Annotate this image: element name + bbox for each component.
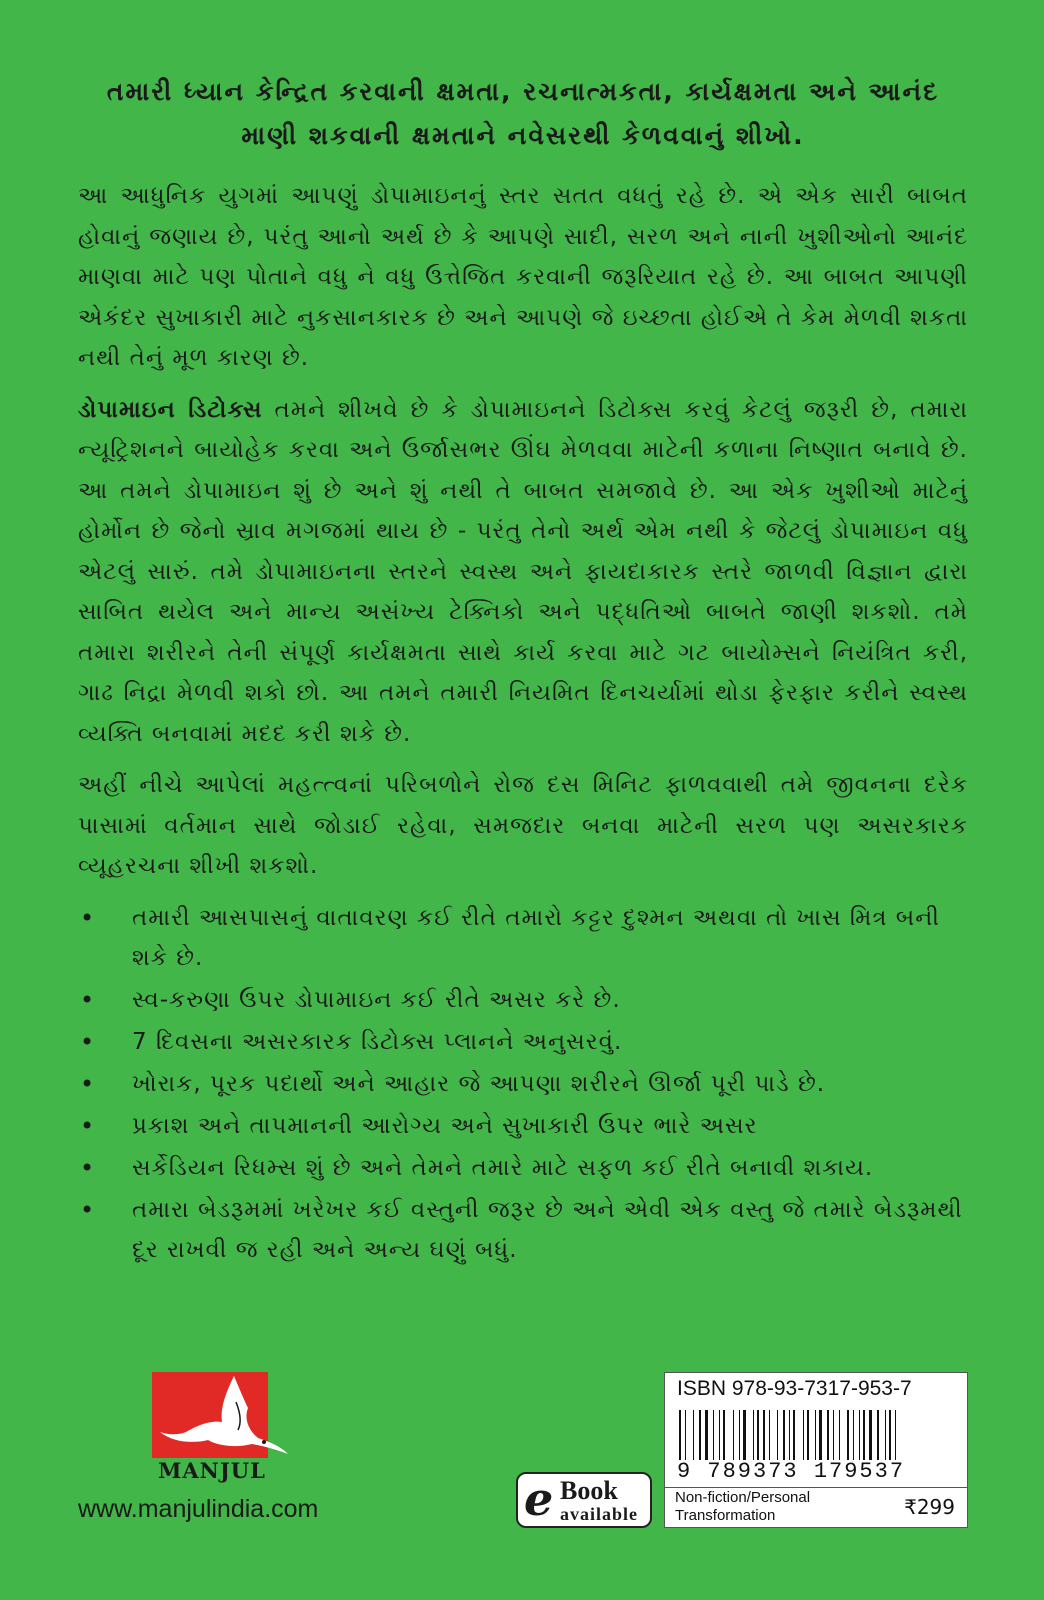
book-price: ₹299 xyxy=(904,1495,955,1519)
topic-list-item xyxy=(78,1064,968,1104)
headline-line-1: તમારી ધ્યાન કેન્દ્રિત કરવાની ક્ષમતા, રચનાત્મકતા, કાર્યક્ષમતા અને આનંદ xyxy=(106,77,940,106)
topic-list-item xyxy=(78,1106,968,1146)
topic-text: સ્વ-કરુણા ઉપર ડોપામાઇન કઈ રીતે અસર કરે છે. xyxy=(132,986,621,1013)
topic-text: તમારી આસપાસનું વાતાવરણ કઈ રીતે તમારો કટ્ટર દુશ્મન અથવા તો ખાસ મિત્ર બની શકે છે. xyxy=(132,904,940,971)
topic-list-item xyxy=(78,1148,968,1188)
topic-list-item xyxy=(78,1022,968,1062)
publisher-name: MANJUL xyxy=(158,1458,266,1483)
topic-list-item xyxy=(78,898,968,978)
publisher-logo xyxy=(152,1372,297,1483)
topic-list-item xyxy=(78,1190,968,1270)
topic-text: પ્રકાશ અને તાપમાનની આરોગ્ય અને સુખાકારી ઉપર ભારે અસર xyxy=(132,1112,758,1139)
isbn-divider xyxy=(665,1487,967,1488)
topic-list-item xyxy=(78,980,968,1020)
publisher-website-link[interactable]: www.manjulindia.com xyxy=(78,1495,319,1523)
bullet-icon: • xyxy=(80,1111,96,1140)
headline-line-2: માણી શકવાની ક્ષમતાને નવેસરથી કેળવવાનું શીખો. xyxy=(241,121,805,150)
isbn-number: ISBN 978-93-7317-953-7 xyxy=(677,1377,912,1400)
bullet-icon: • xyxy=(80,985,96,1014)
intro-paragraph: આ આધુનિક યુગમાં આપણું ડોપામાઇનનું સ્તર સતત વધતું રહે છે. એ એક સારી બાબત હોવાનું જણાય છે, પરંતુ આનો અર્થ છે કે આપણે સાદી, સરળ અને નાની ખુશીઓનો આનંદ માણવા માટે પણ પોતાને વધુ ને વધુ ઉત્તેજિત કરવાની જરૂરિયાત રહે છે. આ બાબત આપણી એકંદર સુખાકારી માટે નુકસાનકારક છે અને આપણે જે ઇચ્છતા હોઈએ તે કેમ મેળવી શકતા નથી તેનું મૂળ કારણ છે. xyxy=(78,183,968,371)
barcode-icon xyxy=(679,1410,955,1460)
topic-text: સર્કેડિયન રિધમ્સ શું છે અને તેમને તમારે માટે સફળ કઈ રીતે બનાવી શકાય. xyxy=(132,1154,874,1181)
bullet-icon: • xyxy=(80,1069,96,1098)
description-text: તમને શીખવે છે કે ડોપામાઇનને ડિટોક્સ કરવું કેટલું જરૂરી છે, તમારા ન્યૂટ્રિશનને બાયોહેક કરવા અને ઉર્જાસભર ઊંઘ મેળવવા માટેની કળાના નિષ્ણાત બનાવે છે. આ તમને ડોપામાઇન શું છે અને શું નથી તે બાબત સમજાવે છે. આ એક ખુશીઓ માટેનું હોર્મોન છે જેનો સ્રાવ મગજમાં થાય છે - પરંતુ તેનો અર્થ એમ નથી કે જેટલું ડોપામાઇન વધુ એટલું સારું. તમે ડોપામાઇનના સ્તરને સ્વસ્થ અને ફાયદાકારક સ્તરે જાળવી વિજ્ઞાન દ્વારા સાબિત થયેલ અને માન્ય અસંખ્ય ટેક્નિકો અને પદ્ધતિઓ બાબતે જાણી શકશો. તમે તમારા શરીરને તેની સંપૂર્ણ કાર્યક્ષમતા સાથે કાર્ય કરવા માટે ગટ બાયોમ્સને નિયંત્રિત કરી, ગાઢ નિદ્રા મેળવી શકો છો. આ તમને તમારી નિયમિત દિનચર્યામાં થોડા ફેરફાર કરીને સ્વસ્થ વ્યક્તિ બનવામાં મદદ કરી શકે છે. xyxy=(78,396,969,747)
ebook-available-label: available xyxy=(560,1504,639,1524)
isbn-barcode-box xyxy=(664,1372,968,1528)
book-title-inline: ડોપામાઇન ડિટોક્સ xyxy=(78,396,263,423)
category-line-1: Non-fiction/Personal xyxy=(675,1489,811,1506)
ebook-book-label: Book xyxy=(560,1476,618,1505)
bullet-icon: • xyxy=(80,1195,96,1224)
description-paragraph xyxy=(78,390,968,755)
bullet-icon: • xyxy=(80,1027,96,1056)
topic-text: તમારા બેડરૂમમાં ખરેખર કઈ વસ્તુની જરૂર છે અને એવી એક વસ્તુ જે તમારે બેડરૂમથી દૂર રાખવી જ રહી અને અન્ય ઘણું બધું. xyxy=(132,1196,963,1263)
bullet-icon: • xyxy=(80,1153,96,1182)
book-category xyxy=(675,1489,810,1525)
bullet-icon: • xyxy=(80,903,96,932)
headline xyxy=(78,70,968,158)
category-line-2: Transformation xyxy=(675,1507,776,1524)
topic-text: 7 દિવસના અસરકારક ડિટોક્સ પ્લાનને અનુસરવું. xyxy=(132,1028,623,1055)
topics-list xyxy=(78,898,968,1270)
ebook-available-badge xyxy=(516,1472,652,1528)
barcode-digits: 9 789373 179537 xyxy=(677,1459,906,1484)
back-cover-text xyxy=(78,70,968,1272)
topic-text: ખોરાક, પૂરક પદાર્થો અને આહાર જે આપણા શરીરને ઊર્જા પૂરી પાડે છે. xyxy=(132,1070,826,1097)
benefits-paragraph: અહીં નીચે આપેલાં મહત્ત્વનાં પરિબળોને રોજ દસ મિનિટ ફાળવવાથી તમે જીવનના દરેક પાસામાં વર્તમાન સાથે જોડાઈ રહેવા, સમજદાર બનવા માટેની સરળ પણ અસરકારક વ્યૂહરચના શીખી શકશો. xyxy=(78,772,968,879)
flying-bird-icon xyxy=(152,1372,297,1462)
ebook-e-letter: e xyxy=(524,1472,554,1526)
